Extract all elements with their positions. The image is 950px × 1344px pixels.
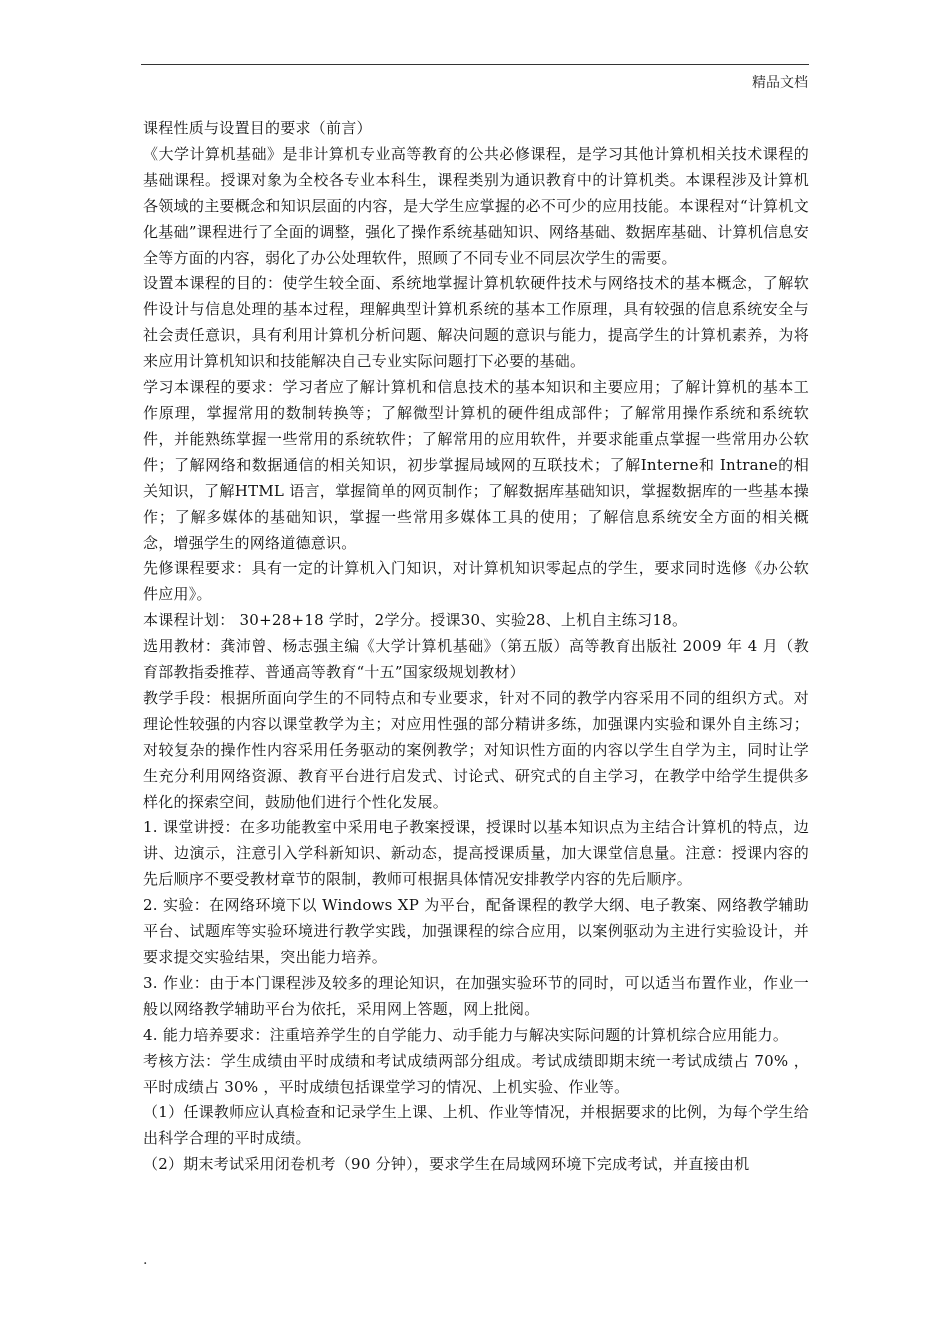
paragraph-ability: 4. 能力培养要求：注重培养学生的自学能力、动手能力与解决实际问题的计算机综合应用能力。 <box>143 1025 789 1044</box>
paragraph-course-plan: 本课程计划： 30+28+18 学时，2学分。授课30、实验28、上机自主练习18。 <box>143 611 688 630</box>
paragraph-homework: 3. 作业：由于本门课程涉及较多的理论知识，在加强实验环节的同时，可以适当布置作业，作业一般以网络教学辅助平台为依托，采用网上答题，网上批阅。 <box>143 973 809 1018</box>
paragraph-experiment: 2. 实验：在网络环境下以 Windows XP 为平台，配备课程的教学大纲、电子教案、网络教学辅助平台、试题库等实验环境进行教学实践，加强课程的综合应用，以案例驱动为主进行实验设计，并要求提交实验结果，突出能力培养。 <box>143 896 809 966</box>
paragraph-teaching-methods: 教学手段：根据所面向学生的不同特点和专业要求，针对不同的教学内容采用不同的组织方式。对理论性较强的内容以课堂教学为主；对应用性强的部分精讲多练，加强课内实验和课外自主练习；对较复杂的操作性内容采用任务驱动的案例教学；对知识性方面的内容以学生自学为主，同时让学生充分利用网络资源、教育平台进行启发式、讨论式、研究式的自主学习，在教学中给学生提供多样化的探索空间，鼓励他们进行个性化发展。 <box>143 688 809 811</box>
paragraph-textbook: 选用教材：龚沛曾、杨志强主编《大学计算机基础》（第五版）高等教育出版社 2009 年 4 月（教育部教指委推荐、普通高等教育“十五”国家级规划教材） <box>143 637 809 682</box>
paragraph-course-purpose: 设置本课程的目的：使学生较全面、系统地掌握计算机软硬件技术与网络技术的基本概念，了解软件设计与信息处理的基本过程，理解典型计算机系统的基本工作原理，具有较强的信息系统安全与社会责任意识，具有利用计算机分析问题、解决问题的意识与能力，提高学生的计算机素养，为将来应用计算机知识和技能解决自己专业实际问题打下必要的基础。 <box>143 274 809 371</box>
paragraph-assessment-1: （1）任课教师应认真检查和记录学生上课、上机、作业等情况，并根据要求的比例，为每个学生给出科学合理的平时成绩。 <box>143 1103 809 1148</box>
section-title: 课程性质与设置目的要求（前言） <box>143 119 372 137</box>
header-divider <box>141 64 809 65</box>
paragraph-lecture: 1. 课堂讲授：在多功能教室中采用电子教案授课，授课时以基本知识点为主结合计算机的特点，边讲、边演示，注意引入学科新知识、新动态，提高授课质量，加大课堂信息量。注意：授课内容的先后顺序不要受教材章节的限制，教师可根据具体情况安排教学内容的先后顺序。 <box>143 818 809 889</box>
document-body <box>143 116 809 1178</box>
paragraph-study-requirements: 学习本课程的要求：学习者应了解计算机和信息技术的基本知识和主要应用；了解计算机的基本工作原理，掌握常用的数制转换等；了解微型计算机的硬件组成部件；了解常用操作系统和系统软件，并能熟练掌握一些常用的系统软件；了解常用的应用软件，并要求能重点掌握一些常用办公软件；了解网络和数据通信的相关知识，初步掌握局域网的互联技术；了解Interne和 Intrane的相关知识，了解HTML 语言，掌握简单的网页制作；了解数据库基础知识，掌握数据库的一些基本操作；了解多媒体的基础知识，掌握一些常用多媒体工具的使用；了解信息系统安全方面的相关概念，增强学生的网络道德意识。 <box>143 378 809 552</box>
paragraph-course-intro: 《大学计算机基础》是非计算机专业高等教育的公共必修课程，是学习其他计算机相关技术课程的基础课程。授课对象为全校各专业本科生，课程类别为通识教育中的计算机类。本课程涉及计算机各领域的主要概念和知识层面的内容，是大学生应掌握的必不可少的应用技能。本课程对“计算机文化基础”课程进行了全面的调整，强化了操作系统基础知识、网络基础、数据库基础、计算机信息安全等方面的内容，弱化了办公处理软件，照顾了不同专业不同层次学生的需要。 <box>143 144 809 267</box>
footer-mark: . <box>143 1252 148 1268</box>
header-label: 精品文档 <box>752 75 808 91</box>
paragraph-assessment: 考核方法：学生成绩由平时成绩和考试成绩两部分组成。考试成绩即期末统一考试成绩占 70% ，平时成绩占 30% ，平时成绩包括课堂学习的情况、上机实验、作业等。 <box>143 1051 809 1096</box>
paragraph-assessment-2: （2）期末考试采用闭卷机考（90 分钟），要求学生在局域网环境下完成考试，并直接由机 <box>143 1155 750 1174</box>
paragraph-prerequisites: 先修课程要求：具有一定的计算机入门知识，对计算机知识零起点的学生，要求同时选修《办公软件应用》。 <box>143 559 809 604</box>
